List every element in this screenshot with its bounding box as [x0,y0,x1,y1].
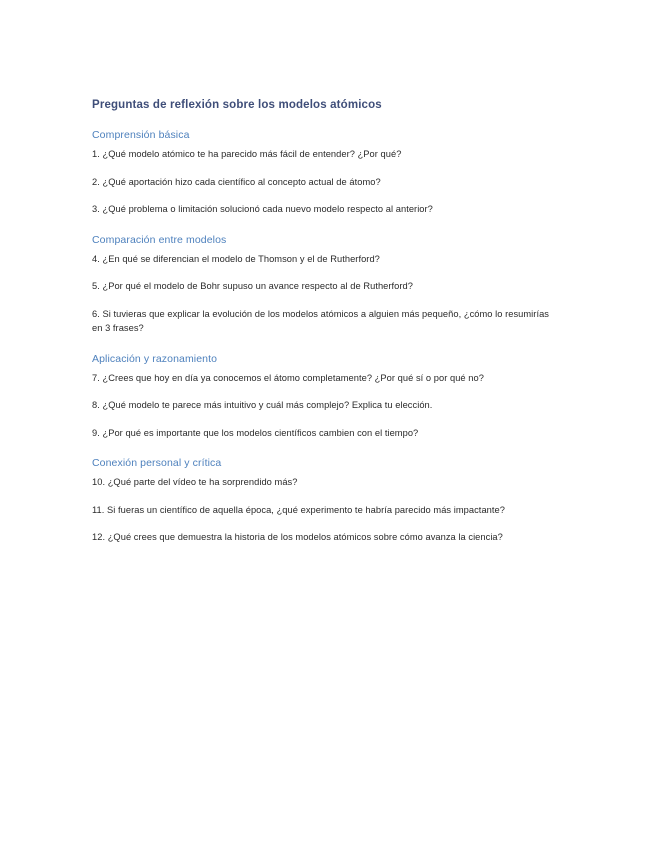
section-comprension-basica [92,128,554,217]
question-item: 7. ¿Crees que hoy en día ya conocemos el átomo completamente? ¿Por qué sí o por qué no? [92,372,484,383]
section-conexion-personal-y-critica [92,456,554,545]
question-item: 2. ¿Qué aportación hizo cada científico al concepto actual de átomo? [92,176,381,187]
section-heading: Comparación entre modelos [92,233,227,246]
section-comparacion-entre-modelos [92,233,554,336]
question-item: 8. ¿Qué modelo te parece más intuitivo y cuál más complejo? Explica tu elección. [92,400,433,410]
question-item: 1. ¿Qué modelo atómico te ha parecido más fácil de entender? ¿Por qué? [92,149,402,159]
section-heading: Conexión personal y crítica [92,457,222,469]
question-item: 4. ¿En qué se diferencian el modelo de Thomson y el de Rutherford? [92,253,380,264]
question-item: 3. ¿Qué problema o limitación solucionó cada nuevo modelo respecto al anterior? [92,204,433,214]
question-item: 10. ¿Qué parte del vídeo te ha sorprendido más? [92,477,298,487]
section-heading: Comprensión básica [92,129,190,141]
page-title: Preguntas de reflexión sobre los modelos atómicos [92,99,382,111]
question-item: 11. Si fueras un científico de aquella época, ¿qué experimento te habría parecido más impactante? [92,504,505,515]
question-item: 5. ¿Por qué el modelo de Bohr supuso un avance respecto al de Rutherford? [92,281,413,291]
section-heading: Aplicación y razonamiento [92,352,218,365]
document-body [92,98,554,558]
question-item: 12. ¿Qué crees que demuestra la historia de los modelos atómicos sobre cómo avanza la ciencia? [92,532,503,542]
section-aplicacion-y-razonamiento [92,352,554,441]
question-item: 9. ¿Por qué es importante que los modelos científicos cambien con el tiempo? [92,427,419,438]
question-item: 6. Si tuvieras que explicar la evolución de los modelos atómicos a alguien más pequeño, ¿cómo lo resumirías en 3 frases? [92,308,549,333]
